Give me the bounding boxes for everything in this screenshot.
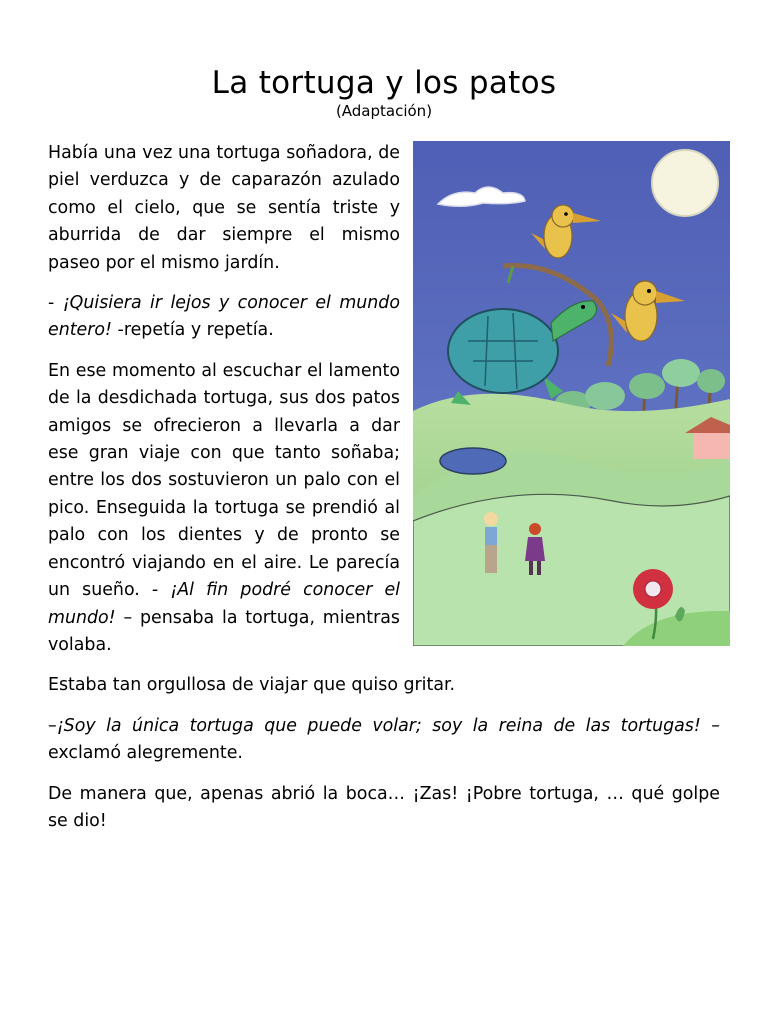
paragraph-3-quote: ¡Al fin podré conocer el mundo! bbox=[48, 580, 400, 628]
paragraph-5-quote: ¡Soy la única tortuga que puede volar; soy la reina de las tortugas! bbox=[56, 715, 701, 736]
paragraph-3-part-b: – pensaba la tortuga, mientras volaba. bbox=[48, 607, 400, 655]
paragraph-1: Había una vez una tortuga soñadora, de piel verduzca y de caparazón azulado como el cielo, que se sentía triste y aburrida de dar siempre el mismo paseo por el mismo jardín. bbox=[48, 143, 400, 273]
paragraph-5-after: – exclamó alegremente. bbox=[48, 715, 720, 764]
paragraph-5-dash: – bbox=[48, 715, 57, 736]
paragraph-2-dash: - bbox=[48, 293, 63, 314]
page-subtitle: (Adaptación) bbox=[335, 102, 433, 120]
paragraph-4: Estaba tan orgullosa de viajar que quiso gritar. bbox=[48, 675, 456, 696]
paragraph-2-quote: ¡Quisiera ir lejos y conocer el mundo entero! bbox=[48, 293, 400, 341]
moon bbox=[652, 150, 718, 216]
page-title: La tortuga y los patos bbox=[211, 65, 557, 101]
story-body bbox=[48, 140, 720, 835]
paragraph-3-part-a: En ese momento al escuchar el lamento de la desdichada tortuga, sus dos patos amigos se ofrecieron a llevarla a dar ese gran viaje con que tanto soñaba; entre los dos sostuvieron un palo con el pico. Enseguida la tortuga se prendió al palo con los dientes y de pronto se encontró viajando en el aire. Le parecía un sueño. - bbox=[48, 360, 400, 601]
pond bbox=[440, 448, 506, 474]
paragraph-6: De manera que, apenas abrió la boca… ¡Zas! ¡Pobre tortuga, … qué golpe se dio! bbox=[48, 783, 720, 831]
story-illustration bbox=[413, 141, 730, 646]
paragraph-5 bbox=[48, 713, 720, 768]
paragraph-2-after: -repetía y repetía. bbox=[112, 320, 274, 341]
turtle-and-ducks-illustration-image bbox=[413, 141, 730, 646]
